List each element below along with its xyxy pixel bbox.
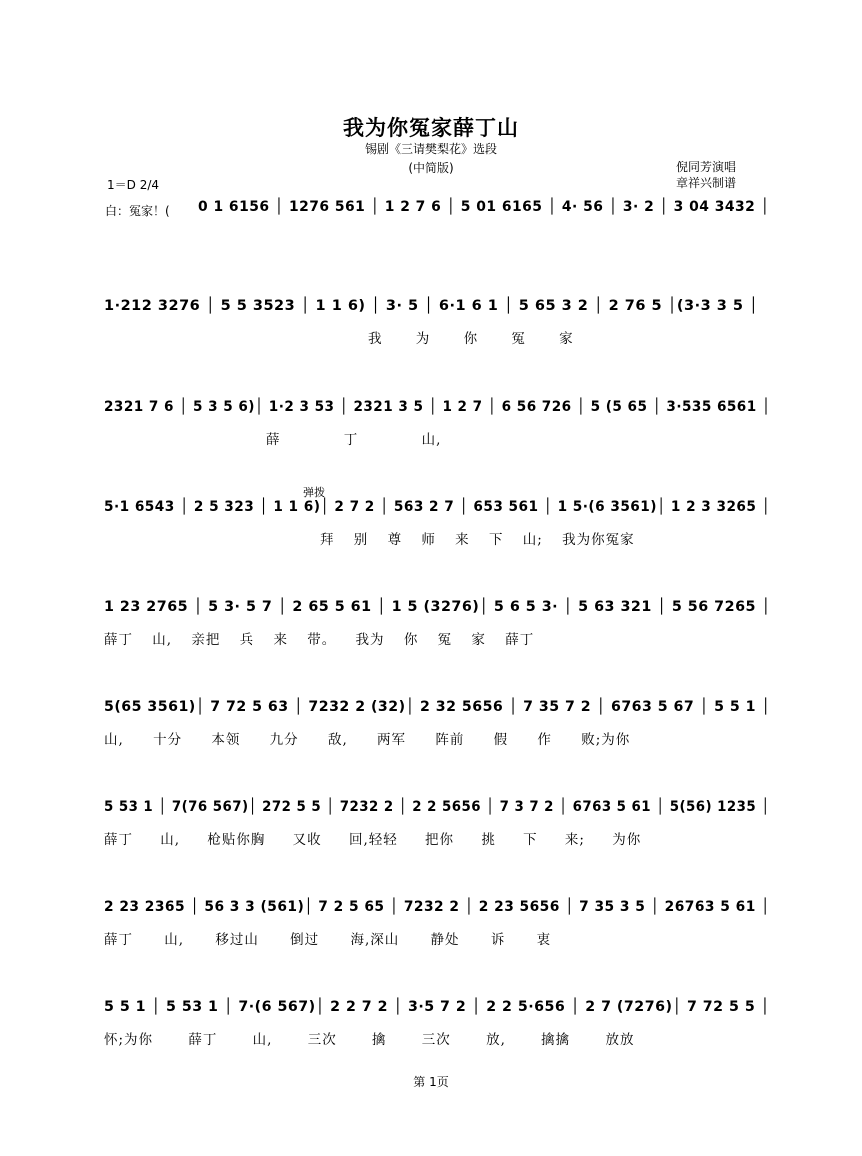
song-title: 我为你冤家薛丁山	[343, 116, 519, 140]
score-line-6-lyrics: 山, 十分 本领 九分 敌, 两军 阵前 假 作 败;为你	[104, 732, 631, 748]
score-line-9-notes: 5 5 1 │ 5 53 1 │ 7·(6 567)│ 2 2 7 2 │ 3·5 7 2 │ 2 2 5·656 │ 2 7 (7276)│ 7 72 5 5 │	[104, 999, 770, 1015]
score-line-7-lyrics: 薛丁 山, 枪贴你胸 又收 回,轻轻 把你 挑 下 来; 为你	[104, 832, 642, 848]
page-number: 第 1页	[413, 1075, 449, 1089]
edition-label: (中简版)	[408, 161, 454, 175]
score-line-7-notes: 5 53 1 │ 7(76 567)│ 272 5 5 │ 7232 2 │ 2 2 5656 │ 7 3 7 2 │ 6763 5 61 │ 5(56) 1235 │	[104, 799, 770, 815]
score-line-9-lyrics: 怀;为你 薛丁 山, 三次 擒 三次 放, 擒擒 放放	[104, 1032, 635, 1048]
key-signature: 1＝D 2/4	[107, 178, 160, 192]
score-line-8-lyrics: 薛丁 山, 移过山 倒过 海,深山 静处 诉 衷	[104, 932, 552, 948]
score-line-1-notes: 0 1 6156 │ 1276 561 │ 1 2 7 6 │ 5 01 6165 │ 4· 56 │ 3· 2 │ 3 04 3432 │	[198, 199, 770, 215]
score-line-3-notes: 2321 7 6 │ 5 3 5 6)│ 1·2 3 53 │ 2321 3 5 │ 1 2 7 │ 6 56 726 │ 5 (5 65 │ 3·535 6561 │	[104, 399, 771, 415]
score-line-5-notes: 1 23 2765 │ 5 3· 5 7 │ 2 65 5 61 │ 1 5 (3276)│ 5 6 5 3· │ 5 63 321 │ 5 56 7265 │	[104, 599, 771, 615]
score-line-2-lyrics: 我 为 你 冤 家	[368, 331, 574, 347]
score-line-2-notes: 1·212 3276 │ 5 5 3523 │ 1 1 6) │ 3· 5 │ 6·1 6 1 │ 5 65 3 2 │ 2 76 5 │(3·3 3 5 │	[104, 298, 759, 314]
score-line-5-lyrics: 薛丁 山, 亲把 兵 来 带。 我为 你 冤 家 薛丁	[104, 632, 535, 648]
arranger-credit: 章祥兴制谱	[676, 176, 737, 190]
score-line-4-notes: 5·1 6543 │ 2 5 323 │ 1 1 6)│ 2 7 2 │ 563 2 7 │ 653 561 │ 1 5·(6 3561)│ 1 2 3 3265 │	[104, 499, 771, 515]
score-line-4-lyrics: 拜 别 尊 师 来 下 山; 我为你冤家	[320, 532, 635, 548]
score-line-3-lyrics: 薛 丁 山,	[266, 432, 442, 448]
score-line-8-notes: 2 23 2365 │ 56 3 3 (561)│ 7 2 5 65 │ 7232 2 │ 2 23 5656 │ 7 35 3 5 │ 26763 5 61 │	[104, 899, 770, 915]
score-line-6-notes: 5(65 3561)│ 7 72 5 63 │ 7232 2 (32)│ 2 32 5656 │ 7 35 7 2 │ 6763 5 67 │ 5 5 1 │	[104, 699, 771, 715]
song-subtitle: 锡剧《三请樊梨花》选段	[364, 142, 497, 156]
singer-credit: 倪同芳演唱	[676, 160, 737, 174]
tanqiang-marking: 弹拨	[303, 486, 325, 499]
spoken-intro: 白：冤家！(	[105, 204, 170, 218]
